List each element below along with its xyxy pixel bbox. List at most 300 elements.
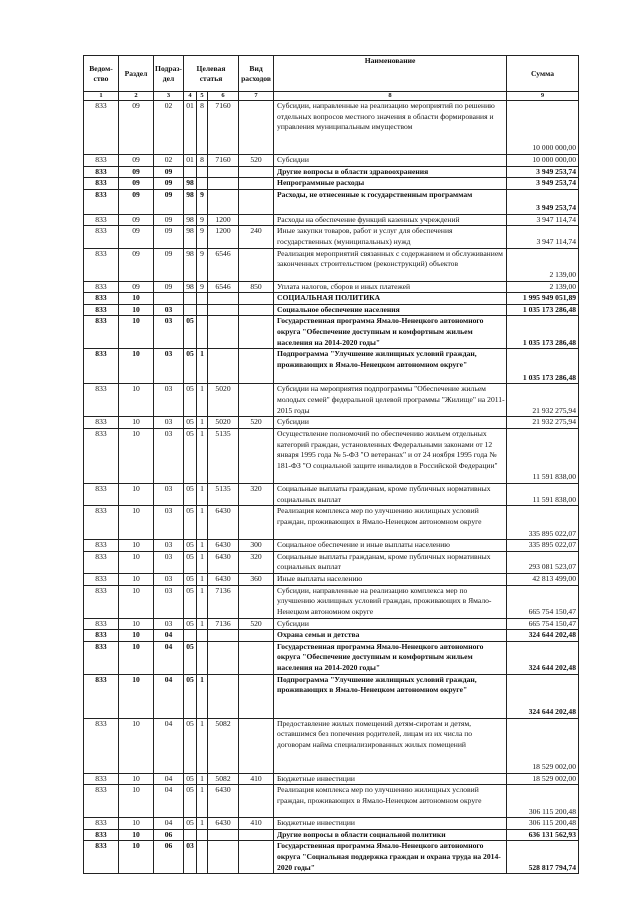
cell-vedomstvo: 833 <box>84 618 119 630</box>
cell-target-direction: 5135 <box>208 428 239 483</box>
column-number: 9 <box>507 92 579 101</box>
table-row <box>84 641 579 674</box>
cell-naimenovanie: Реализация комплекса мер по улучшению жилищных условий граждан, проживающих в Ямало-Ненецком автономном округе <box>274 506 507 540</box>
cell-naimenovanie: Подпрограмма "Улучшение жилищных условий граждан, проживающих в Ямало-Ненецком автономном округе" <box>274 674 507 718</box>
cell-target-subprogram <box>197 304 208 316</box>
cell-target-direction <box>208 166 239 178</box>
cell-target-subprogram <box>197 178 208 190</box>
cell-target-direction: 7160 <box>208 101 239 155</box>
table-row <box>84 281 579 293</box>
header-vid-rashodov: Вид расходов <box>239 56 274 92</box>
cell-vedomstvo: 833 <box>84 829 119 841</box>
cell-razdel: 10 <box>119 551 154 573</box>
cell-razdel: 10 <box>119 841 154 874</box>
cell-target-program: 01 <box>184 101 197 155</box>
table-row <box>84 573 579 585</box>
table-row <box>84 829 579 841</box>
cell-vid-rashodov <box>239 718 274 773</box>
cell-vedomstvo: 833 <box>84 189 119 214</box>
cell-target-subprogram: 1 <box>197 384 208 417</box>
cell-target-program: 05 <box>184 618 197 630</box>
cell-razdel: 09 <box>119 214 154 226</box>
cell-target-direction <box>208 304 239 316</box>
cell-razdel: 10 <box>119 773 154 785</box>
cell-target-direction: 5135 <box>208 483 239 505</box>
cell-podrazdel: 03 <box>154 384 184 417</box>
cell-naimenovanie: Субсидии, направленные на реализацию мероприятий по решению отдельных вопросов местного значения в области формирования и управления муниципальным имуществом <box>274 101 507 155</box>
cell-summa: 10 000 000,00 <box>507 101 579 155</box>
cell-naimenovanie: Реализация мероприятий связанных с содержанием и обслуживанием законченных строительством (реконструкций) объектов <box>274 248 507 281</box>
cell-vid-rashodov: 850 <box>239 281 274 293</box>
cell-summa: 3 947 114,74 <box>507 214 579 226</box>
cell-naimenovanie: Иные закупки товаров, работ и услуг для обеспечения государственных (муниципальных) нужд <box>274 226 507 248</box>
cell-target-direction: 6430 <box>208 540 239 552</box>
cell-vid-rashodov <box>239 841 274 874</box>
cell-target-direction: 6430 <box>208 506 239 540</box>
cell-podrazdel: 06 <box>154 829 184 841</box>
cell-target-subprogram: 1 <box>197 585 208 618</box>
table-row <box>84 674 579 718</box>
cell-target-direction <box>208 674 239 718</box>
cell-naimenovanie: Социальные выплаты гражданам, кроме публичных нормативных социальных выплат <box>274 551 507 573</box>
cell-summa: 1 035 173 286,48 <box>507 349 579 384</box>
cell-target-subprogram: 9 <box>197 248 208 281</box>
cell-naimenovanie: Охрана семьи и детства <box>274 630 507 642</box>
cell-naimenovanie: Предоставление жилых помещений детям-сиротам и детям, оставшимся без попечения родителей, лицам из их числа по договорам найма специализированных жилых помещений <box>274 718 507 773</box>
cell-naimenovanie: Реализация комплекса мер по улучшению жилищных условий граждан, проживающих в Ямало-Ненецком автономном округе <box>274 785 507 818</box>
cell-razdel: 10 <box>119 428 154 483</box>
cell-target-direction: 5020 <box>208 384 239 417</box>
cell-vedomstvo: 833 <box>84 281 119 293</box>
cell-target-program <box>184 630 197 642</box>
table-row <box>84 428 579 483</box>
cell-target-subprogram: 9 <box>197 189 208 214</box>
cell-vedomstvo: 833 <box>84 214 119 226</box>
cell-target-subprogram <box>197 641 208 674</box>
cell-vedomstvo: 833 <box>84 226 119 248</box>
cell-target-program: 05 <box>184 641 197 674</box>
cell-target-subprogram <box>197 841 208 874</box>
cell-vedomstvo: 833 <box>84 155 119 167</box>
cell-target-program <box>184 293 197 305</box>
cell-target-program: 98 <box>184 248 197 281</box>
header-summa: Сумма <box>507 56 579 92</box>
cell-summa: 306 115 200,48 <box>507 818 579 830</box>
cell-razdel: 10 <box>119 349 154 384</box>
cell-target-program: 05 <box>184 818 197 830</box>
cell-vid-rashodov <box>239 189 274 214</box>
cell-target-subprogram: 8 <box>197 101 208 155</box>
cell-razdel: 10 <box>119 293 154 305</box>
cell-podrazdel: 04 <box>154 630 184 642</box>
cell-target-program: 05 <box>184 349 197 384</box>
cell-vedomstvo: 833 <box>84 674 119 718</box>
cell-naimenovanie: Социальные выплаты гражданам, кроме публичных нормативных социальных выплат <box>274 483 507 505</box>
cell-vid-rashodov <box>239 101 274 155</box>
cell-razdel: 10 <box>119 483 154 505</box>
cell-vedomstvo: 833 <box>84 573 119 585</box>
cell-vedomstvo: 833 <box>84 718 119 773</box>
cell-vid-rashodov <box>239 214 274 226</box>
cell-podrazdel: 03 <box>154 618 184 630</box>
cell-vid-rashodov <box>239 178 274 190</box>
cell-podrazdel: 03 <box>154 417 184 429</box>
cell-naimenovanie: Субсидии <box>274 417 507 429</box>
cell-target-program: 98 <box>184 281 197 293</box>
cell-target-subprogram: 9 <box>197 281 208 293</box>
cell-target-direction: 5082 <box>208 718 239 773</box>
cell-naimenovanie: Иные выплаты населению <box>274 573 507 585</box>
header-naimenovanie: Наименование <box>274 56 507 92</box>
header-podrazdel: Подраз-дел <box>154 56 184 92</box>
cell-podrazdel: 03 <box>154 551 184 573</box>
cell-target-program <box>184 166 197 178</box>
table-row <box>84 841 579 874</box>
cell-vid-rashodov <box>239 506 274 540</box>
cell-target-subprogram <box>197 829 208 841</box>
table-body <box>84 101 579 874</box>
cell-vedomstvo: 833 <box>84 630 119 642</box>
cell-target-program: 05 <box>184 674 197 718</box>
cell-target-direction: 6430 <box>208 551 239 573</box>
cell-vid-rashodov: 320 <box>239 483 274 505</box>
cell-vid-rashodov <box>239 829 274 841</box>
cell-summa: 335 895 022,07 <box>507 506 579 540</box>
cell-summa: 3 949 253,74 <box>507 166 579 178</box>
cell-razdel: 10 <box>119 618 154 630</box>
cell-vid-rashodov: 410 <box>239 773 274 785</box>
cell-target-program: 05 <box>184 773 197 785</box>
cell-vid-rashodov <box>239 349 274 384</box>
cell-target-direction: 1200 <box>208 214 239 226</box>
cell-target-direction <box>208 841 239 874</box>
table-row <box>84 540 579 552</box>
budget-table-page <box>83 55 578 874</box>
cell-naimenovanie: Другие вопросы в области здравоохранения <box>274 166 507 178</box>
cell-target-direction: 7160 <box>208 155 239 167</box>
cell-target-subprogram: 1 <box>197 818 208 830</box>
cell-naimenovanie: Государственная программа Ямало-Ненецкого автономного округа "Обеспечение доступным и комфортным жильем населения на 2014-2020 годы" <box>274 316 507 349</box>
cell-podrazdel: 03 <box>154 540 184 552</box>
cell-naimenovanie: Субсидии, направленные на реализацию комплекса мер по улучшению жилищных условий граждан, проживающих в Ямало-Ненецком автономном округе <box>274 585 507 618</box>
cell-target-subprogram <box>197 166 208 178</box>
cell-naimenovanie: Социальное обеспечение населения <box>274 304 507 316</box>
cell-target-direction: 6546 <box>208 248 239 281</box>
cell-vedomstvo: 833 <box>84 293 119 305</box>
table-row <box>84 551 579 573</box>
cell-summa: 335 895 022,07 <box>507 540 579 552</box>
cell-vid-rashodov: 410 <box>239 818 274 830</box>
cell-naimenovanie: Подпрограмма "Улучшение жилищных условий граждан, проживающих в Ямало-Ненецком автономном округе" <box>274 349 507 384</box>
cell-podrazdel: 02 <box>154 155 184 167</box>
cell-vedomstvo: 833 <box>84 506 119 540</box>
table-row <box>84 178 579 190</box>
cell-target-subprogram: 1 <box>197 573 208 585</box>
cell-razdel: 10 <box>119 630 154 642</box>
cell-summa: 1 995 949 051,89 <box>507 293 579 305</box>
cell-vedomstvo: 833 <box>84 248 119 281</box>
column-number: 2 <box>119 92 154 101</box>
cell-naimenovanie: Государственная программа Ямало-Ненецкого автономного округа "Социальная поддержка граждан и охрана труда на 2014-2020 годы" <box>274 841 507 874</box>
cell-summa: 18 529 002,00 <box>507 718 579 773</box>
cell-vedomstvo: 833 <box>84 417 119 429</box>
cell-podrazdel: 03 <box>154 349 184 384</box>
cell-target-direction <box>208 349 239 384</box>
cell-podrazdel: 09 <box>154 281 184 293</box>
table-row <box>84 189 579 214</box>
cell-target-program: 05 <box>184 316 197 349</box>
cell-naimenovanie: Бюджетные инвестиции <box>274 818 507 830</box>
cell-vid-rashodov <box>239 785 274 818</box>
cell-vedomstvo: 833 <box>84 384 119 417</box>
cell-razdel: 09 <box>119 166 154 178</box>
cell-target-subprogram <box>197 316 208 349</box>
cell-podrazdel: 03 <box>154 573 184 585</box>
cell-naimenovanie: Социальное обеспечение и иные выплаты населению <box>274 540 507 552</box>
cell-podrazdel: 03 <box>154 483 184 505</box>
cell-podrazdel: 03 <box>154 585 184 618</box>
table-row <box>84 630 579 642</box>
cell-razdel: 10 <box>119 540 154 552</box>
cell-podrazdel: 09 <box>154 189 184 214</box>
cell-summa: 528 817 794,74 <box>507 841 579 874</box>
cell-naimenovanie: Уплата налогов, сборов и иных платежей <box>274 281 507 293</box>
cell-vedomstvo: 833 <box>84 349 119 384</box>
cell-summa: 1 035 173 286,48 <box>507 316 579 349</box>
table-row <box>84 293 579 305</box>
cell-vedomstvo: 833 <box>84 428 119 483</box>
column-number: 1 <box>84 92 119 101</box>
cell-target-subprogram: 1 <box>197 349 208 384</box>
column-numbers-row <box>84 92 579 101</box>
cell-razdel: 10 <box>119 585 154 618</box>
cell-target-direction: 7136 <box>208 585 239 618</box>
cell-vedomstvo: 833 <box>84 101 119 155</box>
cell-vid-rashodov <box>239 384 274 417</box>
cell-podrazdel: 09 <box>154 248 184 281</box>
table-row <box>84 155 579 167</box>
cell-target-program: 98 <box>184 226 197 248</box>
cell-target-program: 05 <box>184 428 197 483</box>
cell-target-direction <box>208 189 239 214</box>
cell-razdel: 10 <box>119 674 154 718</box>
table-row <box>84 101 579 155</box>
cell-vid-rashodov <box>239 630 274 642</box>
cell-target-subprogram: 1 <box>197 718 208 773</box>
cell-razdel: 09 <box>119 189 154 214</box>
cell-podrazdel: 04 <box>154 718 184 773</box>
cell-razdel: 10 <box>119 785 154 818</box>
cell-vedomstvo: 833 <box>84 641 119 674</box>
cell-podrazdel: 03 <box>154 316 184 349</box>
cell-target-program <box>184 829 197 841</box>
table-row <box>84 384 579 417</box>
cell-target-program: 05 <box>184 506 197 540</box>
cell-podrazdel: 04 <box>154 641 184 674</box>
cell-target-program: 98 <box>184 189 197 214</box>
cell-target-subprogram: 1 <box>197 785 208 818</box>
cell-vid-rashodov <box>239 248 274 281</box>
cell-target-direction: 5082 <box>208 773 239 785</box>
cell-summa: 1 035 173 286,48 <box>507 304 579 316</box>
cell-summa: 2 139,00 <box>507 248 579 281</box>
cell-vid-rashodov: 240 <box>239 226 274 248</box>
cell-vedomstvo: 833 <box>84 178 119 190</box>
cell-razdel: 09 <box>119 178 154 190</box>
cell-target-subprogram <box>197 630 208 642</box>
cell-target-direction: 6430 <box>208 573 239 585</box>
cell-razdel: 10 <box>119 829 154 841</box>
cell-vedomstvo: 833 <box>84 483 119 505</box>
cell-razdel: 10 <box>119 417 154 429</box>
cell-vid-rashodov: 320 <box>239 551 274 573</box>
cell-target-program: 98 <box>184 214 197 226</box>
table-row <box>84 417 579 429</box>
cell-vid-rashodov: 520 <box>239 417 274 429</box>
cell-naimenovanie: Расходы, не отнесенные к государственным программам <box>274 189 507 214</box>
cell-podrazdel: 04 <box>154 773 184 785</box>
cell-naimenovanie: Субсидии <box>274 155 507 167</box>
cell-target-direction: 6546 <box>208 281 239 293</box>
cell-target-program: 05 <box>184 718 197 773</box>
cell-naimenovanie: Субсидии <box>274 618 507 630</box>
cell-naimenovanie: Другие вопросы в области социальной политики <box>274 829 507 841</box>
cell-summa: 3 947 114,74 <box>507 226 579 248</box>
cell-target-subprogram: 9 <box>197 226 208 248</box>
cell-target-direction: 7136 <box>208 618 239 630</box>
cell-vedomstvo: 833 <box>84 166 119 178</box>
cell-vedomstvo: 833 <box>84 551 119 573</box>
cell-vid-rashodov <box>239 674 274 718</box>
cell-target-direction <box>208 316 239 349</box>
cell-summa: 11 591 838,00 <box>507 428 579 483</box>
cell-summa: 306 115 200,48 <box>507 785 579 818</box>
cell-vid-rashodov <box>239 293 274 305</box>
cell-vedomstvo: 833 <box>84 818 119 830</box>
cell-vid-rashodov <box>239 585 274 618</box>
table-row <box>84 618 579 630</box>
cell-target-direction: 6430 <box>208 818 239 830</box>
cell-target-subprogram: 1 <box>197 773 208 785</box>
cell-vid-rashodov: 520 <box>239 618 274 630</box>
cell-vedomstvo: 833 <box>84 785 119 818</box>
cell-vid-rashodov <box>239 166 274 178</box>
cell-podrazdel: 04 <box>154 674 184 718</box>
cell-vedomstvo: 833 <box>84 316 119 349</box>
cell-podrazdel: 03 <box>154 506 184 540</box>
cell-target-direction <box>208 178 239 190</box>
table-row <box>84 818 579 830</box>
budget-table <box>83 55 579 874</box>
table-row <box>84 483 579 505</box>
cell-summa: 324 644 202,48 <box>507 641 579 674</box>
cell-podrazdel: 03 <box>154 428 184 483</box>
cell-target-direction: 1200 <box>208 226 239 248</box>
cell-vedomstvo: 833 <box>84 540 119 552</box>
cell-target-subprogram: 1 <box>197 506 208 540</box>
cell-target-subprogram: 9 <box>197 214 208 226</box>
table-row <box>84 304 579 316</box>
cell-summa: 3 949 253,74 <box>507 178 579 190</box>
table-row <box>84 785 579 818</box>
cell-vedomstvo: 833 <box>84 841 119 874</box>
cell-target-subprogram: 8 <box>197 155 208 167</box>
table-row <box>84 214 579 226</box>
cell-naimenovanie: Осуществление полномочий по обеспечению жильем отдельных категорий граждан, установленных Федеральными законами от 12 января 1995 года № 5-ФЗ "О ветеранах" и от 24 ноября 1995 года № 181-ФЗ "О социальной защите инвалидов в Российской Федерации" <box>274 428 507 483</box>
cell-vid-rashodov <box>239 641 274 674</box>
cell-naimenovanie: Субсидии на мероприятия подпрограммы "Обеспечение жильем молодых семей" федеральной целевой программы "Жилище" на 2011-2015 годы <box>274 384 507 417</box>
cell-target-direction: 5020 <box>208 417 239 429</box>
cell-razdel: 10 <box>119 316 154 349</box>
table-row <box>84 248 579 281</box>
column-number: 4 <box>184 92 197 101</box>
cell-podrazdel: 04 <box>154 818 184 830</box>
cell-razdel: 10 <box>119 573 154 585</box>
cell-vedomstvo: 833 <box>84 304 119 316</box>
table-row <box>84 506 579 540</box>
cell-summa: 11 591 838,00 <box>507 483 579 505</box>
table-row <box>84 773 579 785</box>
cell-target-subprogram: 1 <box>197 540 208 552</box>
table-row <box>84 349 579 384</box>
cell-podrazdel: 09 <box>154 166 184 178</box>
cell-summa: 2 139,00 <box>507 281 579 293</box>
cell-target-program: 05 <box>184 551 197 573</box>
cell-podrazdel: 04 <box>154 785 184 818</box>
cell-razdel: 09 <box>119 101 154 155</box>
cell-target-program: 05 <box>184 585 197 618</box>
cell-target-program: 01 <box>184 155 197 167</box>
cell-summa: 293 081 523,07 <box>507 551 579 573</box>
cell-target-program: 98 <box>184 178 197 190</box>
cell-naimenovanie: Государственная программа Ямало-Ненецкого автономного округа "Обеспечение доступным и комфортным жильем населения на 2014-2020 годы" <box>274 641 507 674</box>
cell-podrazdel: 06 <box>154 841 184 874</box>
table-row <box>84 316 579 349</box>
cell-target-program: 05 <box>184 384 197 417</box>
cell-razdel: 09 <box>119 281 154 293</box>
cell-summa: 324 644 202,48 <box>507 674 579 718</box>
cell-razdel: 09 <box>119 155 154 167</box>
column-number: 7 <box>239 92 274 101</box>
cell-summa: 665 754 150,47 <box>507 585 579 618</box>
table-header-row <box>84 56 579 92</box>
cell-razdel: 10 <box>119 718 154 773</box>
cell-vid-rashodov <box>239 316 274 349</box>
cell-summa: 324 644 202,48 <box>507 630 579 642</box>
table-row <box>84 166 579 178</box>
cell-target-program: 05 <box>184 573 197 585</box>
cell-target-program <box>184 304 197 316</box>
cell-vid-rashodov <box>239 304 274 316</box>
cell-summa: 21 932 275,94 <box>507 384 579 417</box>
cell-podrazdel: 03 <box>154 304 184 316</box>
cell-podrazdel: 09 <box>154 226 184 248</box>
cell-podrazdel: 09 <box>154 178 184 190</box>
cell-razdel: 10 <box>119 384 154 417</box>
cell-target-program: 05 <box>184 417 197 429</box>
cell-podrazdel: 02 <box>154 101 184 155</box>
cell-target-subprogram: 1 <box>197 674 208 718</box>
column-number: 3 <box>154 92 184 101</box>
column-number: 6 <box>208 92 239 101</box>
cell-target-subprogram: 1 <box>197 618 208 630</box>
cell-vid-rashodov: 300 <box>239 540 274 552</box>
cell-target-subprogram: 1 <box>197 551 208 573</box>
cell-target-direction: 6430 <box>208 785 239 818</box>
cell-vid-rashodov: 520 <box>239 155 274 167</box>
cell-summa: 42 813 499,00 <box>507 573 579 585</box>
cell-target-direction <box>208 630 239 642</box>
